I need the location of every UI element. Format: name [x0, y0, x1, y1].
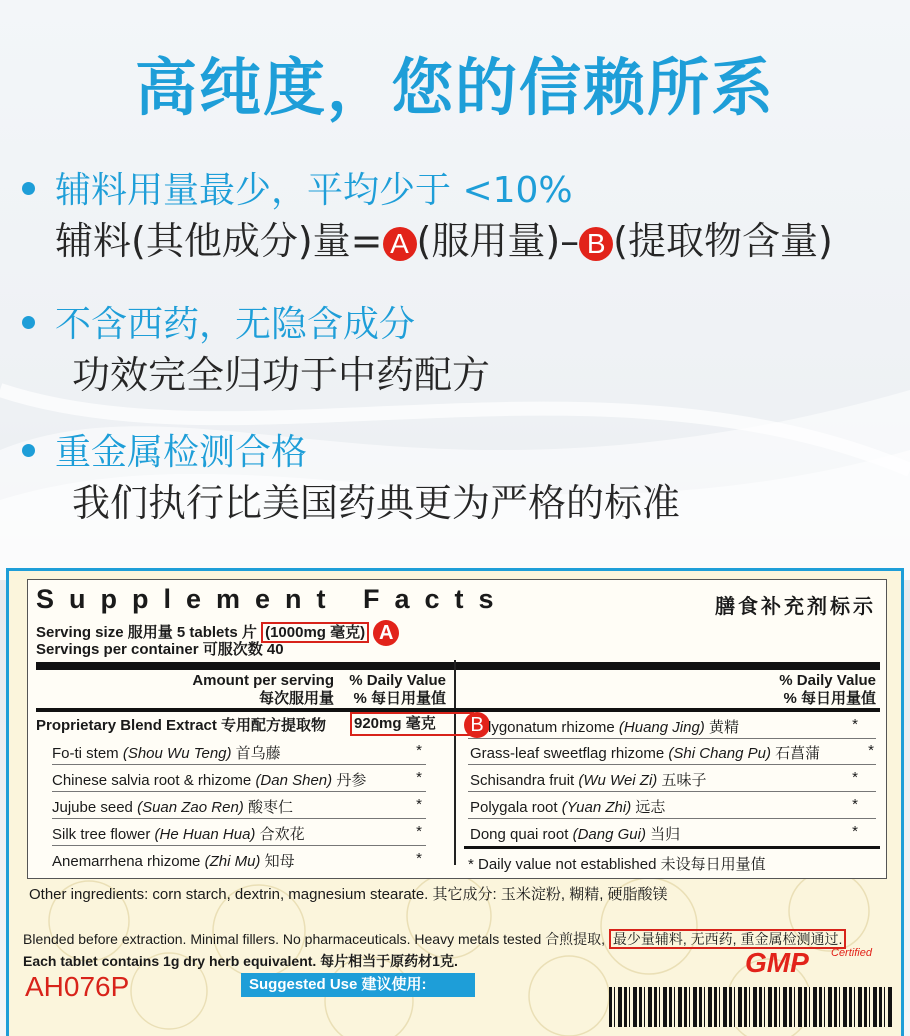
- thick-rule: [464, 846, 880, 849]
- formula-suffix: (提取物含量): [613, 219, 833, 263]
- header-dv-left: [334, 672, 446, 708]
- row-separator: [468, 818, 876, 819]
- header-amount-en: Amount per serving: [192, 672, 334, 689]
- column-divider: [454, 660, 456, 865]
- bullet-body: 功效完全归功于中药配方: [72, 353, 491, 397]
- ingredient-row: Anemarrhena rhizome (Zhi Mu) 知母 *: [52, 850, 422, 870]
- equivalent-statement: Each tablet contains 1g dry herb equivalent. 每片相当于原药材1克.: [23, 953, 458, 969]
- barcode: [609, 987, 893, 1027]
- header-dv2-cn: % 每日用量值: [783, 690, 876, 707]
- header-dv-en: % Daily Value: [349, 672, 446, 689]
- marker-b-badge: B: [579, 227, 613, 261]
- blended-statement: [23, 929, 846, 949]
- ingredient-row: Fo-ti stem (Shou Wu Teng) 首乌藤 *: [52, 742, 422, 762]
- bullet-title: 不含西药，无隐含成分: [55, 304, 416, 345]
- blend-value-highlight: 920mg 毫克: [350, 712, 474, 736]
- ingredient-row: Jujube seed (Suan Zao Ren) 酸枣仁 *: [52, 796, 422, 816]
- row-separator: [52, 791, 426, 792]
- gmp-certified: Certified: [831, 947, 872, 959]
- gmp-logo: GMP: [745, 947, 809, 978]
- marker-b-badge: B: [464, 712, 490, 738]
- serving-weight-highlight: (1000mg 毫克): [261, 622, 369, 643]
- bullet-title: 辅料用量最少，平均少于 <10%: [55, 170, 573, 211]
- servings-per-container: Servings per container 可服次数 40: [36, 641, 284, 658]
- ingredient-row: Dong quai root (Dang Gui) 当归 *: [470, 823, 858, 843]
- row-separator: [468, 791, 876, 792]
- ingredient-row: Schisandra fruit (Wu Wei Zi) 五味子 *: [470, 769, 858, 789]
- header-amount-cn: 每次服用量: [258, 690, 334, 707]
- header-dv-right: [728, 672, 876, 708]
- dv-note: * Daily value not established 未设每日用量值: [468, 856, 766, 873]
- supplement-facts-panel: [27, 579, 887, 879]
- header-dv-cn: % 每日用量值: [353, 690, 446, 707]
- marker-a-badge: A: [373, 620, 399, 646]
- suggested-use-banner: Suggested Use 建议使用:: [241, 973, 475, 997]
- blend-label: Proprietary Blend Extract 专用配方提取物: [36, 717, 327, 734]
- row-separator: [52, 818, 426, 819]
- header-dv2-en: % Daily Value: [779, 672, 876, 689]
- ingredient-row: Chinese salvia root & rhizome (Dan Shen) 丹参 *: [52, 769, 422, 789]
- header-amount: [188, 672, 334, 708]
- ingredient-row: Silk tree flower (He Huan Hua) 合欢花 *: [52, 823, 422, 843]
- bullet-dot: [22, 182, 35, 195]
- row-separator: [52, 764, 426, 765]
- formula-line: [55, 210, 833, 265]
- blended-highlight: 最少量辅料, 无西药, 重金属检测通过.: [609, 929, 846, 949]
- serving-size-text: Serving size 服用量 5 tablets 片: [36, 623, 262, 641]
- ingredient-row: lygonatum rhizome (Huang Jing) 黄精 *: [488, 716, 858, 736]
- ingredient-row: Polygala root (Yuan Zhi) 远志 *: [470, 796, 858, 816]
- supplement-label: [6, 568, 904, 1036]
- bullet-dot: [22, 444, 35, 457]
- bullet-title: 重金属检测合格: [55, 432, 308, 473]
- thick-rule: [36, 662, 880, 670]
- row-separator: [52, 845, 426, 846]
- facts-title: Supplement Facts: [36, 584, 509, 614]
- blended-text: Blended before extraction. Minimal fillers. No pharmaceuticals. Heavy metals tested 合煎提取,: [23, 931, 606, 947]
- marker-a-badge: A: [383, 227, 417, 261]
- bullet-dot: [22, 316, 35, 329]
- row-separator: [468, 764, 876, 765]
- page-headline: 高纯度，您的信赖所系: [134, 51, 775, 124]
- row-separator: [468, 738, 876, 739]
- facts-title-cn: 膳食补充剂标示: [715, 596, 876, 618]
- product-code: AH076P: [25, 971, 130, 1002]
- ingredient-row: Grass-leaf sweetflag rhizome (Shi Chang Pu) 石菖蒲 *: [470, 742, 874, 762]
- bullet-body: 我们执行比美国药典更为严格的标准: [72, 481, 681, 525]
- formula-middle: (服用量)–: [416, 219, 580, 263]
- other-ingredients: Other ingredients: corn starch, dextrin, magnesium stearate. 其它成分: 玉米淀粉, 糊精, 硬脂酸镁: [29, 886, 668, 903]
- formula-prefix: 辅料(其他成分)量=: [55, 219, 383, 263]
